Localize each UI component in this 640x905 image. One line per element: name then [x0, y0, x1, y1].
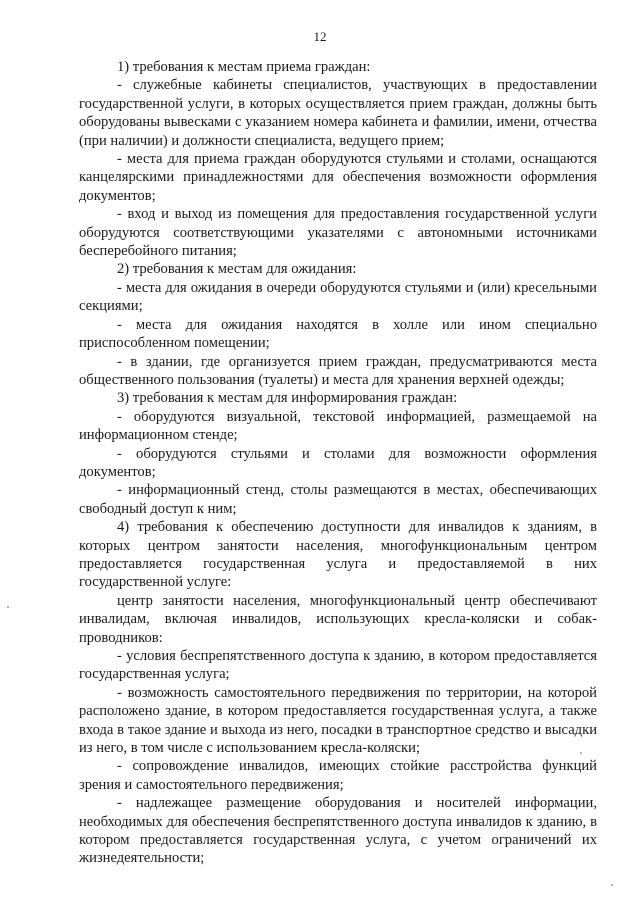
- paragraph-independent-movement: - возможность самостоятельного передвижения по территории, на которой расположено здание, в котором предоставляется государственная услуга, а также входа в такое здание и выхода из него, посадки в транспортное средство и высадки из него, в том числе с использованием кресла-коляски;: [79, 684, 597, 757]
- paragraph-waiting-hall: - места для ожидания находятся в холле или ином специально приспособленном помещении;: [79, 316, 597, 352]
- document-body: [79, 58, 597, 868]
- paragraph-accessibility-heading: 4) требования к обеспечению доступности для инвалидов к зданиям, в которых центром занятости населения, многофункциональным центром предоставляется государственная услуга и предоставляемой в них государственной услуге:: [79, 519, 597, 591]
- paragraph-stand-placement: - информационный стенд, столы размещаются в местах, обеспечивающих свободный доступ к ним;: [79, 482, 597, 517]
- page-number: 12: [313, 29, 327, 44]
- paragraph-equipment-placement: - надлежащее размещение оборудования и носителей информации, необходимых для обеспечения беспрепятственного доступа инвалидов к зданию, в котором предоставляется государственная услуга, с учетом ограничений их жизнедеятельности;: [79, 795, 597, 867]
- paragraph-information-places-heading: 3) требования к местам для информирования граждан:: [117, 390, 458, 407]
- paragraph-unobstructed-access: - условия беспрепятственного доступа к зданию, в котором предоставляется государственная услуга;: [79, 648, 597, 683]
- paragraph-information-furniture: - оборудуются стульями и столами для возможности оформления документов;: [79, 445, 597, 480]
- paragraph-public-facilities: - в здании, где организуется прием граждан, предусматриваются места общественного пользования (туалеты) и места для хранения верхней одежды;: [79, 353, 597, 388]
- paragraph-accessibility-providers: центр занятости населения, многофункциональный центр обеспечивают инвалидам, включая инвалидов, использующих кресла-коляски и собак-проводников:: [79, 592, 597, 646]
- paragraph-reception-furniture: - места для приема граждан оборудуются стульями и столами, оснащаются канцелярскими принадлежностями для обеспечения возможности оформления документов;: [79, 151, 597, 204]
- paragraph-places-of-reception-heading: 1) требования к местам приема граждан:: [117, 59, 371, 75]
- paragraph-waiting-places-heading: 2) требования к местам для ожидания:: [117, 261, 357, 278]
- scan-speck: [7, 606, 9, 608]
- scan-speck: [611, 884, 613, 886]
- paragraph-escort-disabled: - сопровождение инвалидов, имеющих стойкие расстройства функций зрения и самостоятельного передвижения;: [79, 758, 597, 793]
- paragraph-waiting-seating: - места для ожидания в очереди оборудуются стульями и (или) кресельными секциями;: [79, 279, 597, 315]
- paragraph-information-stand: - оборудуются визуальной, текстовой информацией, размещаемой на информационном стенде;: [79, 408, 597, 444]
- scan-speck: [580, 752, 582, 754]
- paragraph-entrance-exit-signs: - вход и выход из помещения для предоставления государственной услуги оборудуются соответствующими указателями с автономными источниками бесперебойного питания;: [79, 206, 597, 260]
- paragraph-service-offices-signage: - служебные кабинеты специалистов, участвующих в предоставлении государственной услуги, в которых осуществляется прием граждан, должны быть оборудованы вывесками с указанием номера кабинета и фамилии, имени, отчества (при наличии) и должности специалиста, ведущего прием;: [79, 77, 597, 149]
